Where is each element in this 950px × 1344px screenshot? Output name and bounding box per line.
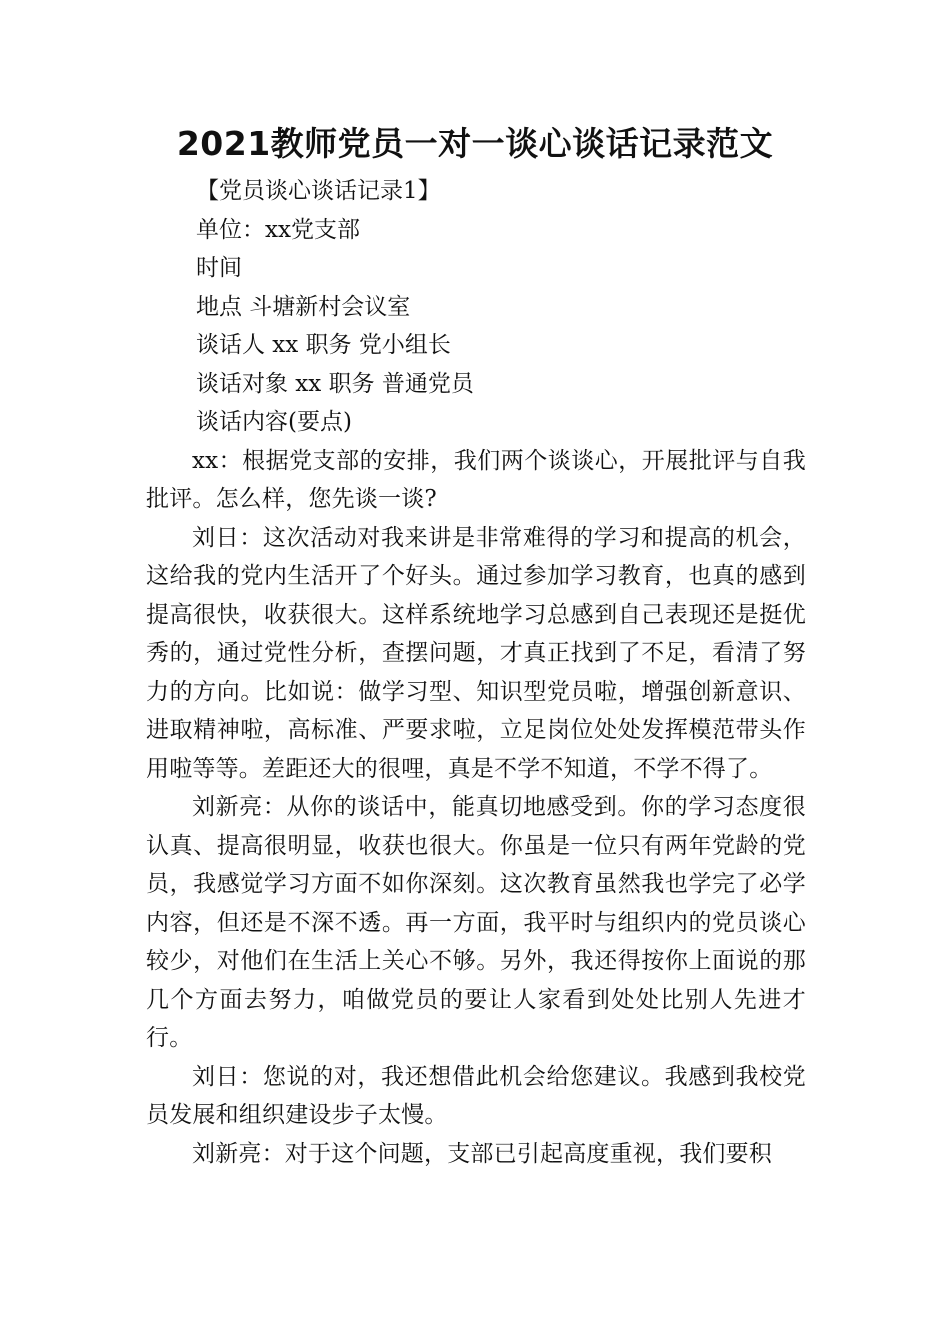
content-heading: 谈话内容(要点) [196, 409, 352, 435]
document-title: 2021教师党员一对一谈心谈话记录范文 [176, 124, 774, 163]
unit-line: 单位：xx党支部 [196, 216, 360, 243]
interviewer-line: 谈话人 xx 职务 党小组长 [196, 332, 451, 358]
document-body [146, 172, 806, 1173]
paragraph: 刘日：您说的对，我还想借此机会给您建议。我感到我校党员发展和组织建设步子太慢。 [146, 1063, 806, 1128]
location-line: 地点 斗塘新村会议室 [196, 293, 411, 320]
time-line: 时间 [196, 255, 242, 281]
paragraph: 刘新亮：从你的谈话中，能真切地感受到。你的学习态度很认真、提高很明显，收获也很大。你虽是一位只有两年党龄的党员，我感觉学习方面不如你深刻。这次教育虽然我也学完了必学内容，但还是不深不透。再一方面，我平时与组织内的党员谈心较少，对他们在生活上关心不够。另外，我还得按你上面说的那几个方面去努力，咱做党员的要让人家看到处处比别人先进才行。 [146, 794, 806, 1051]
paragraph: 刘日：这次活动对我来讲是非常难得的学习和提高的机会，这给我的党内生活开了个好头。通过参加学习教育，也真的感到提高很快，收获很大。这样系统地学习总感到自己表现还是挺优秀的，通过党性分析，查摆问题，才真正找到了不足，看清了努力的方向。比如说：做学习型、知识型党员啦，增强创新意识、进取精神啦，高标准、严要求啦，立足岗位处处发挥模范带头作用啦等等。差距还大的很哩，真是不学不知道，不学不得了。 [146, 524, 806, 782]
paragraph: 刘新亮：对于这个问题，支部已引起高度重视，我们要积 [192, 1140, 772, 1167]
interviewee-line: 谈话对象 xx 职务 普通党员 [196, 370, 474, 397]
record-heading: 【党员谈心谈话记录1】 [196, 178, 441, 204]
paragraph: xx：根据党支部的安排，我们两个谈谈心，开展批评与自我批评。怎么样，您先谈一谈? [146, 447, 806, 512]
